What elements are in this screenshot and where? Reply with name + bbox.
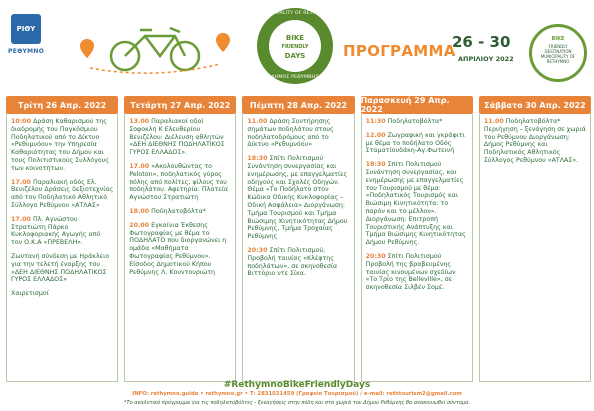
day-events [242,114,354,382]
event-time: 13.00 [129,118,150,125]
header [0,0,594,88]
badge-main-text [269,34,321,61]
event-item [11,118,113,173]
event-text: Ποδηλατοβόλτα* [387,118,443,125]
day-header: Τετάρτη 27 Απρ. 2022 [124,96,236,114]
day-column [242,96,354,382]
event-item [247,155,349,241]
day-header: Τρίτη 26 Απρ. 2022 [6,96,118,114]
badge-main-line-2: FRIENDLY [281,44,309,50]
rieth-logo-mark: ΡΙΘΥ [11,14,41,44]
event-item [129,208,231,216]
event-text: Ποδηλατοβόλτα* Περιήγηση – ξενάγηση σε χωριά του Ρεθύμνου Διοργάνωση: Δήμος Ρεθύμνης και Ποδηλατικός Αθλητικός Σύλλογος Ρεθύμνου «ΑΤΛΑΣ». [483,118,586,164]
day-events [361,114,473,382]
event-item [129,222,231,277]
event-text: Ποδηλατοβόλτα* [151,207,206,215]
day-header: Παρασκευή 29 Απρ. 2022 [361,96,473,114]
event-text: Σπίτι Πολιτισμού Συνάντηση συνεργασίας, και ενημέρωσης με επαγγελματίες του Τουρισμού με θέμα: «Ποδηλατικός Τουρισμός και Βιώσιμη Κινητικότητα: το παρόν και το μέλλον». Διοργάνωση: Επιτροπή Τουριστικής Ανάπτυξης και Τμήμα Βιώσιμης Κινητικότητας Δήμου Ρεθύμνης. [365,161,466,247]
page-title: ΠΡΟΓΡΑΜΜΑ [343,42,456,60]
event-time: 20:30 [247,246,268,254]
event-time: 20:30 [365,252,386,260]
event-text: Ζωντανή σύνδεση με Ηράκλειο για την τελετή έναρξης του «ΔΕΗ ΔΙΕΘΝΗΣ ΠΟΔΗΛΑΤΙΚΟΣ ΓΥΡΟΣ ΕΛΛΑΔΟΣ» [11,252,110,284]
event-text: Ζωγραφική και γκράφιτι με θέμα το ποδήλατο Οδός Σταματίουδάκη-Αγ.Φωτεινή [365,131,465,155]
day-header: Σάββατο 30 Απρ. 2022 [479,96,591,114]
event-item [11,290,113,298]
day-column [361,96,473,382]
badge-top-text: MUNICIPALITY OF RETHYMNO [259,11,331,16]
day-column [479,96,591,382]
day-events [124,114,236,382]
badge-bottom-text: ΔΗΜΟΣ ΡΕΘΥΜΝΗΣ [271,75,319,80]
bicycle-icon [111,28,199,70]
rethymno-logo [8,14,44,72]
footer-contact-info: INFO: rethymno.guide • rethymno.gr • Τ: 2831021459 (Γραφείο Τουρισμού) / e-mail: rethtourism2@gmail.com [132,391,462,397]
badge-main-line-1: BIKE [285,34,305,42]
date-range: 26 - 30 [452,33,511,51]
badge-inner [269,20,321,72]
bike-friendly-destination-badge [529,24,587,82]
event-text: «Ακολουθώντας το Peloton», ποδηλατικός γύρος πόλης από πολίτες, φίλους του ποδηλάτου. Αφετηρία: Πλατεία Αγνώστου Στρατιώτη [129,162,228,202]
event-text: Εγκαίνια Έκθεσης Φωτογραφίας με θέμα το ΠΟΔΗΛΑΤΟ που διοργανώνει η ομάδα «Μαθήματα Φωτογραφίας Ρεθύμνου». Είσοδος Δημοτικού Κήπου Ρεθύμνης Λ. Κουντουριώτη [129,221,227,276]
event-item [366,118,468,126]
event-time: 18:30 [247,155,268,163]
event-item [11,253,113,284]
event-time: 10:00 [11,118,32,125]
event-text: Παραλιακοί οδοί Σοφοκλή Κ Ελευθερίου Βενιζέλου: Διέλευση αθλητών «ΔΕΗ ΔΙΕΘΝΗΣ ΠΟΔΗΛΑΤΙΚΟΣ ΓΥΡΟΣ ΕΛΛΑΔΟΣ». [129,118,225,157]
event-text: Δράση Καθαρισμού της διαδρομής του Παγκόσμιου Ποδηλατικού από το Δίκτυο «Ρεθυμνόου» την Υπηρεσία Καθαριότητας του Δήμου και τους Πολιτιστικούς Συλλόγους των κοινοτήτων. [11,118,110,172]
event-text: Δράση Συντήρησης σημάτων ποδηλάτου στους ποδηλατοδρόμους από το Δίκτυο «Ρεθυμνόου» [247,118,334,149]
footer-hashtag: #RethymnoBikeFriendlyDays [223,380,371,390]
event-item [247,118,349,149]
event-time: 18.00 [129,207,150,215]
day-column [6,96,118,382]
event-time: 17.00 [11,215,31,223]
event-item [11,179,113,210]
schedule-columns [6,96,591,382]
event-text: Παραλιακή οδός Ελ. Βενιζέλου Δράσεις δεξιοτεχνίας από τον Ποδηλατικό Αθλητικό Σύλλογο Ρεθύμνου «ΑΤΛΑΣ» [11,178,114,209]
event-time: 11.00 [247,118,268,125]
event-time: 11:30 [365,118,386,125]
badge-r-line-1: BIKE [551,36,565,42]
event-time: 18:30 [365,161,386,169]
footer-note: *Το αναλυτικό πρόγραμμα για τις ποδηλατοβόλτες - ξεναγήσεις στην πόλη και στα χωριά του Δήμου Ρεθύμνης θα ανακοινωθεί σύντομα. [124,400,470,406]
day-events [479,114,591,382]
event-text: Σπίτι Πολιτισμού Συνάντηση συνεργασίας και ενημέρωσης, με επαγγελματίες οδηγούς και Σχολές Οδηγών. Θέμα «Το Ποδήλατο στον Κώδικα Οδικής Κυκλοφορίας – Οδική Ασφάλεια» Διοργάνωση: Τμήμα Τουρισμού και Τμήμα Βιώσιμης Κινητικότητας Δήμου Ρεθύμνης, Τμήμα Τροχαίας Ρεθύμνης [247,155,348,241]
badge-r-line-2: FRIENDLY [548,44,568,49]
event-time: 17.00 [129,162,150,170]
event-text: Πλ. Αγνώστου Στρατιώτη Πάρκο Κυκλοφοριακής Αγωγής από τον Ο.Κ.Α «ΠΡΕΒΕΛΗ». [11,215,101,247]
event-text: Χαιρετισμοί [11,290,49,298]
day-events [6,114,118,382]
event-item [484,118,586,165]
event-time: 17.00 [11,178,31,186]
rieth-logo-label: ΡΕΘΥΜΝΟ [8,48,45,55]
bike-illustration [70,18,240,78]
badge-r-line-4: MUNICIPALITY OF RETHYMNO [540,54,576,64]
month-label: ΑΠΡΙΛΙΟΥ 2022 [458,55,514,63]
bike-friendly-days-badge [257,8,333,84]
event-time: 12.00 [365,131,386,139]
event-text: Σπίτι Πολιτισμού Προβολή της βραβευμένης ταινίας κινουμένων σχεδίων «Το Τρίο της Belleville», σε σκηνοθεσία Σιλβέν Σομέ. [365,252,456,292]
event-item [129,163,231,202]
event-item [11,216,113,247]
event-item [366,161,468,247]
event-time: 11.00 [483,118,504,125]
day-column [124,96,236,382]
event-time: 20.00 [129,221,150,229]
event-item [129,118,231,157]
event-item [366,253,468,292]
badge-r-line-3: DESTINATION [544,49,572,54]
badge-main-line-3: DAYS [284,52,306,60]
event-text: Σπίτι Πολιτισμού, Προβολή ταινίας «Κλέφτης ποδηλάτων», σε σκηνοθεσία Βιττόριο ντε Σίκα. [247,246,338,278]
event-item [366,132,468,155]
event-item [247,247,349,278]
day-header: Πέμπτη 28 Απρ. 2022 [242,96,354,114]
